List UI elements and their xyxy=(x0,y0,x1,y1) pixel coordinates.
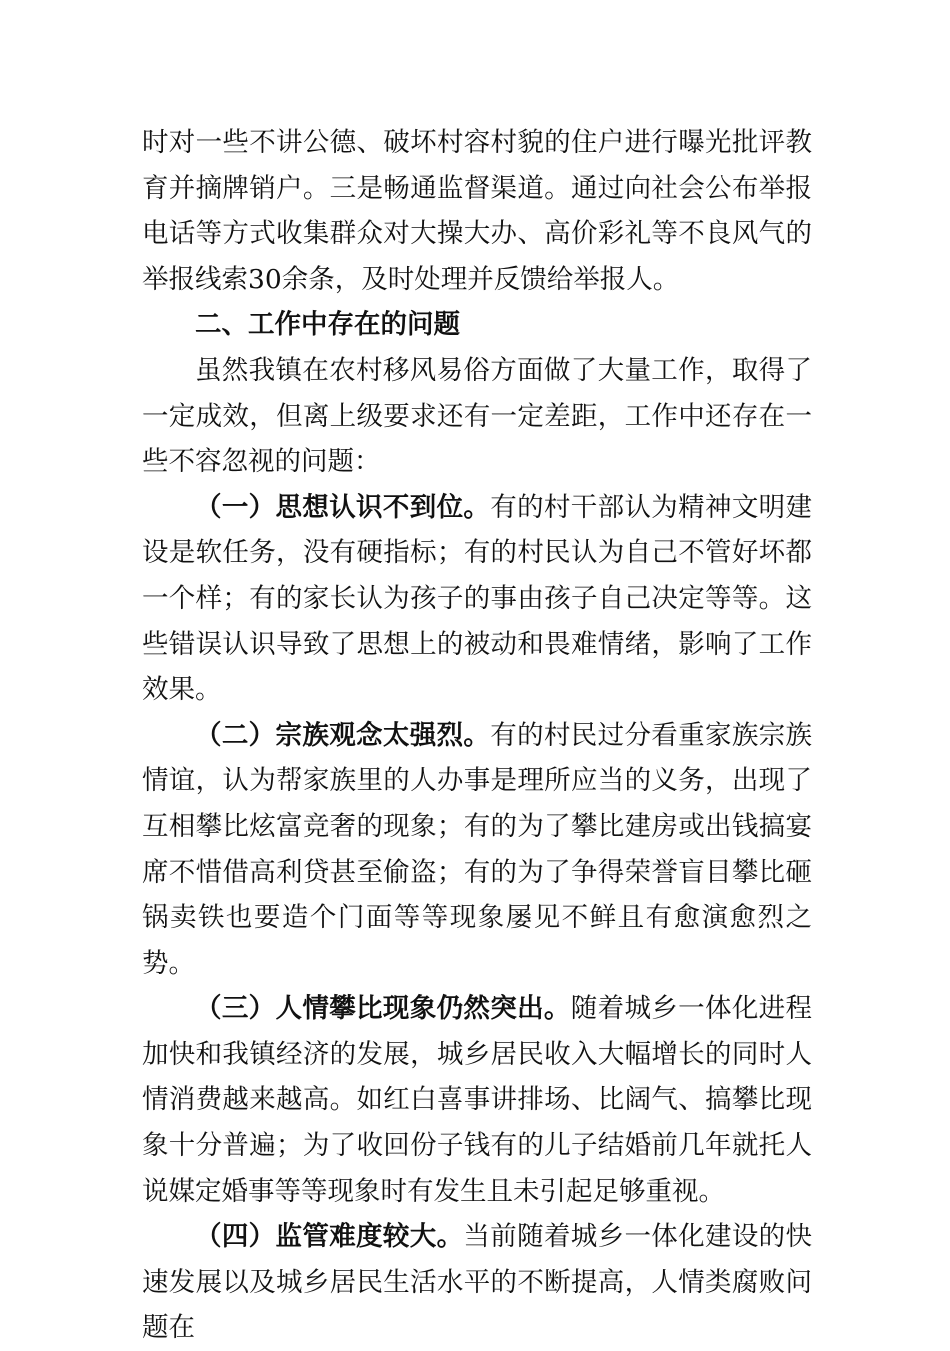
problem-item-1 xyxy=(142,485,812,713)
problem-item-3-body: 随着城乡一体化进程加快和我镇经济的发展，城乡居民收入大幅增长的同时人情消费越来越高。如红白喜事讲排场、比阔气、搞攀比现象十分普遍；为了收回份子钱有的儿子结婚前几年就托人说媒定婚事等等现象时有发生且未引起足够重视。 xyxy=(142,993,813,1207)
intro-paragraph: 虽然我镇在农村移风易俗方面做了大量工作，取得了一定成效，但离上级要求还有一定差距，工作中还存在一些不容忽视的问题： xyxy=(142,354,812,478)
document-body xyxy=(142,120,812,1351)
section-heading: 二、工作中存在的问题 xyxy=(195,309,460,341)
problem-item-2-body: 有的村民过分看重家族宗族情谊，认为帮家族里的人办事是理所应当的义务，出现了互相攀比炫富竞奢的现象；有的为了攀比建房或出钱搞宴席不惜借高利贷甚至偷盗；有的为了争得荣誉盲目攀比砸锅卖铁也要造个门面等等现象屡见不鲜且有愈演愈烈之势。 xyxy=(142,719,812,979)
problem-item-1-body: 有的村干部认为精神文明建设是软任务，没有硬指标；有的村民认为自己不管好坏都一个样；有的家长认为孩子的事由孩子自己决定等等。这些错误认识导致了思想上的被动和畏难情绪，影响了工作效果。 xyxy=(142,491,812,706)
problem-item-2-lead: （二）宗族观念太强烈。 xyxy=(195,719,491,751)
problem-item-4-lead: （四）监管难度较大。 xyxy=(195,1221,464,1253)
problem-item-4-body: 当前随着城乡一体化建设的快速发展以及城乡居民生活水平的不断提高，人情类腐败问题在 xyxy=(142,1221,813,1344)
problem-item-3 xyxy=(142,986,812,1214)
problem-item-4 xyxy=(142,1214,812,1351)
continuation-paragraph: 时对一些不讲公德、破坏村容村貌的住户进行曝光批评教育并摘牌销户。三是畅通监督渠道。通过向社会公布举报电话等方式收集群众对大操大办、高价彩礼等不良风气的举报线索30余条，及时处理并反馈给举报人。 xyxy=(142,127,812,295)
problem-item-3-lead: （三）人情攀比现象仍然突出。 xyxy=(195,993,571,1025)
problem-item-1-lead: （一）思想认识不到位。 xyxy=(195,491,491,523)
problem-item-2 xyxy=(142,713,812,987)
